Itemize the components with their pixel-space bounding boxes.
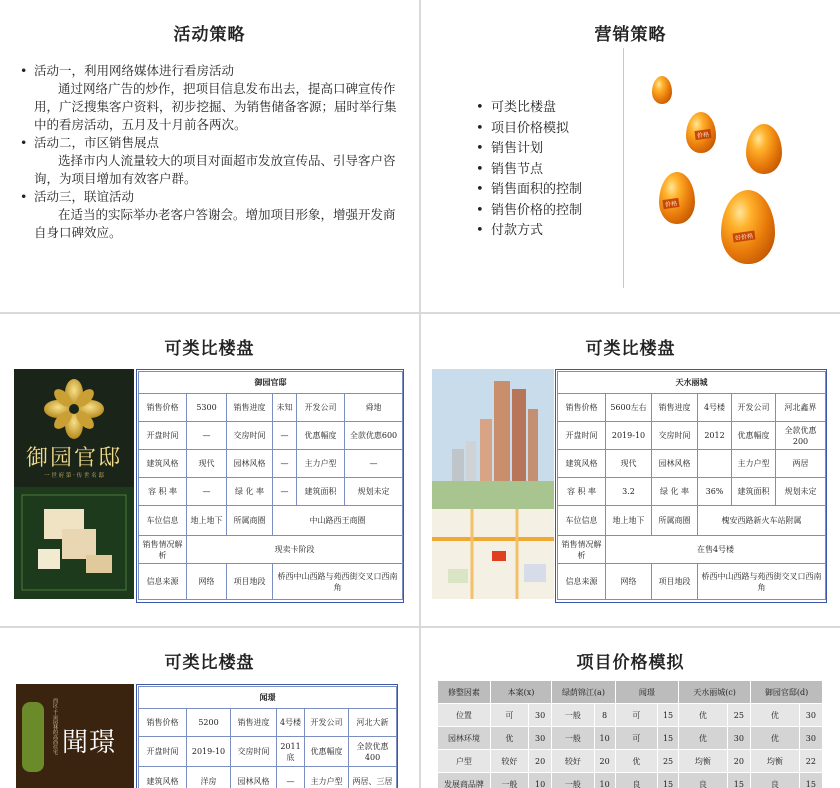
table-cell: 绿 化 率 bbox=[652, 478, 698, 506]
activity-1-body: 通过网络广告的炒作，把项目信息发布出去，提高口碑宣传作用，广泛搜集客户资料，初步挖掘、为销售储备客源；届时举行集中的看房活动，五月及十月前各两次。 bbox=[34, 81, 397, 132]
project-name: 闻璟 bbox=[139, 687, 397, 709]
table-cell: 建筑风格 bbox=[558, 450, 606, 478]
table-cell: 所属商圈 bbox=[227, 506, 273, 536]
table-cell: 30 bbox=[528, 727, 551, 750]
table-cell: 桥西中山西路与苑西街交叉口西南角 bbox=[698, 564, 826, 600]
table-cell: 本案(x) bbox=[490, 681, 551, 704]
table-cell: 2011底 bbox=[277, 737, 305, 767]
table-cell: — bbox=[187, 422, 227, 450]
table-cell: — bbox=[273, 478, 297, 506]
slide-title: 可类比楼盘 bbox=[164, 339, 255, 359]
project-slogan: 一 世 府 第 · 传 世 名 邸 bbox=[44, 473, 104, 479]
table-cell: 现卖卡阶段 bbox=[187, 536, 403, 564]
table-cell: 4号楼 bbox=[698, 394, 732, 422]
table-cell: 可 bbox=[615, 704, 657, 727]
table-cell: 优 bbox=[751, 727, 800, 750]
table-cell: 修整因素 bbox=[438, 681, 491, 704]
table-cell: 10 bbox=[528, 773, 551, 788]
table-cell: 良 bbox=[615, 773, 657, 788]
table-cell: 25 bbox=[657, 750, 678, 773]
table-cell: 优 bbox=[679, 704, 728, 727]
slide-title: 活动策略 bbox=[173, 25, 246, 45]
table-cell: 园林风格 bbox=[652, 450, 698, 478]
table-cell: 开发公司 bbox=[297, 394, 345, 422]
activity-2-body: 选择市内人流量较大的项目对面超市发放宣传品、引导客户咨询，为项目增加有效客户群。 bbox=[34, 153, 396, 186]
table-cell: 22 bbox=[799, 750, 822, 773]
project-info-table bbox=[138, 371, 403, 600]
table-cell: 15 bbox=[799, 773, 822, 788]
table-cell: 均衡 bbox=[751, 750, 800, 773]
table-cell: 地上地下 bbox=[606, 506, 652, 536]
table-cell: 开盘时间 bbox=[558, 422, 606, 450]
table-cell: 绿 化 率 bbox=[227, 478, 273, 506]
table-cell: 20 bbox=[727, 750, 750, 773]
marketing-item: • 销售面积的控制 bbox=[476, 180, 582, 201]
table-cell: 现代 bbox=[606, 450, 652, 478]
table-cell: 8 bbox=[594, 704, 615, 727]
lotus-logo-icon bbox=[14, 369, 134, 599]
table-cell: 15 bbox=[727, 773, 750, 788]
table-cell: 信息来源 bbox=[139, 564, 187, 600]
table-cell: — bbox=[277, 767, 305, 788]
table-cell: 5600左右 bbox=[606, 394, 652, 422]
table-cell: 较好 bbox=[490, 750, 528, 773]
marketing-item: • 销售计划 bbox=[476, 139, 582, 160]
table-cell: 10 bbox=[594, 773, 615, 788]
table-cell: 2012 bbox=[698, 422, 732, 450]
table-cell: 均衡 bbox=[679, 750, 728, 773]
table-cell: 可 bbox=[490, 704, 528, 727]
table-cell: 网络 bbox=[606, 564, 652, 600]
table-cell: 4号楼 bbox=[277, 709, 305, 737]
table-cell: 两居、三居 bbox=[349, 767, 397, 788]
text: 好价格 bbox=[732, 231, 755, 243]
table-cell: 绿荫锦江(a) bbox=[552, 681, 615, 704]
marketing-item: • 可类比楼盘 bbox=[476, 98, 582, 119]
table-cell: 15 bbox=[657, 727, 678, 750]
table-cell: 36% bbox=[698, 478, 732, 506]
table-cell: 良 bbox=[679, 773, 728, 788]
table-cell: 优 bbox=[679, 727, 728, 750]
table-cell: 2019-10 bbox=[187, 737, 231, 767]
marketing-item: • 销售节点 bbox=[476, 160, 582, 181]
table-cell: 主力户型 bbox=[297, 450, 345, 478]
table-cell: 车位信息 bbox=[558, 506, 606, 536]
table-cell: 项目地段 bbox=[227, 564, 273, 600]
table-cell: 销售进度 bbox=[231, 709, 277, 737]
table-cell: 在售4号楼 bbox=[606, 536, 826, 564]
table-cell: 15 bbox=[657, 773, 678, 788]
marketing-item: • 项目价格模拟 bbox=[476, 119, 582, 140]
table-cell: 销售情况解析 bbox=[558, 536, 606, 564]
table-cell: 销售情况解析 bbox=[139, 536, 187, 564]
building-map-illustration bbox=[432, 369, 554, 599]
slide-activity-strategy[interactable] bbox=[0, 0, 419, 312]
table-cell: 两居 bbox=[776, 450, 826, 478]
table-cell: 30 bbox=[799, 727, 822, 750]
table-cell: 开发公司 bbox=[305, 709, 349, 737]
golden-egg-image bbox=[721, 190, 775, 264]
table-cell bbox=[698, 450, 732, 478]
project-name: 天水丽城 bbox=[558, 372, 826, 394]
slide-title: 营销策略 bbox=[594, 25, 667, 45]
table-cell: 发展商品牌 bbox=[438, 773, 491, 788]
project-info-table bbox=[557, 371, 826, 600]
project-logo-text: 聞璟 bbox=[62, 728, 117, 758]
project-slogan: 西区·千亩园林的高尚住宅 bbox=[52, 698, 58, 755]
table-cell: 全款优惠600 bbox=[345, 422, 403, 450]
table-cell: 中山路西王商圈 bbox=[273, 506, 403, 536]
table-cell: 交房时间 bbox=[227, 422, 273, 450]
table-cell: 2019-10 bbox=[606, 422, 652, 450]
project-brochure-image bbox=[16, 684, 134, 788]
table-cell: 建筑面积 bbox=[732, 478, 776, 506]
table-cell: 建筑面积 bbox=[297, 478, 345, 506]
table-cell: 优 bbox=[490, 727, 528, 750]
table-cell: 5200 bbox=[187, 709, 231, 737]
table-cell: 建筑风格 bbox=[139, 767, 187, 788]
slide-comparable-tianshui[interactable] bbox=[421, 314, 840, 626]
table-cell: 优惠幅度 bbox=[305, 737, 349, 767]
table-cell: 优 bbox=[751, 704, 800, 727]
project-rendering-image bbox=[432, 369, 554, 599]
table-cell: 闻璟 bbox=[615, 681, 678, 704]
table-cell: 良 bbox=[751, 773, 800, 788]
table-cell: 规划未定 bbox=[345, 478, 403, 506]
table-cell: 开发公司 bbox=[732, 394, 776, 422]
table-cell: 地上地下 bbox=[187, 506, 227, 536]
table-cell: 洋房 bbox=[187, 767, 231, 788]
table-cell: 建筑风格 bbox=[139, 450, 187, 478]
table-cell: — bbox=[273, 422, 297, 450]
table-cell: 主力户型 bbox=[732, 450, 776, 478]
table-cell: 河北鑫界 bbox=[776, 394, 826, 422]
table-cell: 槐安西路新火车站附属 bbox=[698, 506, 826, 536]
golden-egg-image bbox=[659, 172, 695, 224]
table-cell: 舜地 bbox=[345, 394, 403, 422]
table-cell: 销售价格 bbox=[139, 709, 187, 737]
table-cell: 一般 bbox=[490, 773, 528, 788]
table-cell: 园林风格 bbox=[231, 767, 277, 788]
text: 价格 bbox=[694, 129, 711, 140]
table-cell: 销售进度 bbox=[652, 394, 698, 422]
table-cell: 3.2 bbox=[606, 478, 652, 506]
slide-price-simulation[interactable] bbox=[421, 628, 840, 788]
table-cell: 全款优惠200 bbox=[776, 422, 826, 450]
table-cell: 一般 bbox=[552, 727, 594, 750]
table-cell: 20 bbox=[594, 750, 615, 773]
table-cell: 所属商圈 bbox=[652, 506, 698, 536]
golden-egg-image bbox=[652, 76, 672, 104]
table-cell: — bbox=[273, 450, 297, 478]
table-cell: 桥西中山西路与苑西街交叉口西南角 bbox=[273, 564, 403, 600]
table-cell: 未知 bbox=[273, 394, 297, 422]
table-cell: 项目地段 bbox=[652, 564, 698, 600]
table-cell: 交房时间 bbox=[231, 737, 277, 767]
table-cell: — bbox=[187, 478, 227, 506]
slide-title: 可类比楼盘 bbox=[164, 653, 255, 673]
table-cell: 位置 bbox=[438, 704, 491, 727]
table-cell: 30 bbox=[799, 704, 822, 727]
activity-2-head: • 活动二，市区销售展点 bbox=[20, 134, 405, 152]
activity-1-head: • 活动一，利用网络媒体进行看房活动 bbox=[20, 62, 405, 80]
activity-list bbox=[20, 62, 405, 242]
slide-marketing-strategy[interactable] bbox=[421, 0, 840, 312]
table-cell: 可 bbox=[615, 727, 657, 750]
table-cell: 开盘时间 bbox=[139, 737, 187, 767]
table-cell: 规划未定 bbox=[776, 478, 826, 506]
table-cell: 10 bbox=[594, 727, 615, 750]
table-cell: 一般 bbox=[552, 704, 594, 727]
price-factor-table bbox=[437, 680, 823, 788]
table-cell: 开盘时间 bbox=[139, 422, 187, 450]
slide-comparable-yuyuan[interactable] bbox=[0, 314, 419, 626]
table-cell: — bbox=[345, 450, 403, 478]
table-cell: 30 bbox=[528, 704, 551, 727]
table-cell: 现代 bbox=[187, 450, 227, 478]
divider-line bbox=[623, 48, 624, 288]
table-cell: 园林环境 bbox=[438, 727, 491, 750]
table-cell: 户型 bbox=[438, 750, 491, 773]
slide-title: 可类比楼盘 bbox=[585, 339, 676, 359]
table-cell: 全款优惠400 bbox=[349, 737, 397, 767]
table-cell: 一般 bbox=[552, 773, 594, 788]
project-brochure-image bbox=[14, 369, 134, 599]
table-cell: 15 bbox=[657, 704, 678, 727]
table-cell: 网络 bbox=[187, 564, 227, 600]
text: 价格 bbox=[662, 198, 679, 209]
table-cell: 交房时间 bbox=[652, 422, 698, 450]
activity-3-head: • 活动三，联谊活动 bbox=[20, 188, 405, 206]
table-cell: 容 积 率 bbox=[139, 478, 187, 506]
table-cell: 销售价格 bbox=[139, 394, 187, 422]
table-cell: 容 积 率 bbox=[558, 478, 606, 506]
table-cell: 销售价格 bbox=[558, 394, 606, 422]
slide-comparable-wenjing[interactable] bbox=[0, 628, 419, 788]
project-info-table bbox=[138, 686, 397, 788]
table-cell: 优 bbox=[615, 750, 657, 773]
marketing-list bbox=[476, 98, 582, 242]
table-cell: 25 bbox=[727, 704, 750, 727]
project-logo-text: 御园官邸 bbox=[25, 446, 122, 471]
golden-egg-image bbox=[686, 112, 716, 153]
table-cell: 优惠幅度 bbox=[732, 422, 776, 450]
golden-egg-image bbox=[746, 124, 782, 174]
leaf-icon bbox=[22, 702, 44, 772]
table-cell: 主力户型 bbox=[305, 767, 349, 788]
table-cell: 30 bbox=[727, 727, 750, 750]
table-cell: 园林风格 bbox=[227, 450, 273, 478]
table-cell: 御园官邸(d) bbox=[751, 681, 823, 704]
table-cell: 优惠幅度 bbox=[297, 422, 345, 450]
project-name: 御园官邸 bbox=[139, 372, 403, 394]
table-cell: 销售进度 bbox=[227, 394, 273, 422]
table-cell: 较好 bbox=[552, 750, 594, 773]
marketing-item: • 付款方式 bbox=[476, 221, 582, 242]
activity-3-body: 在适当的实际举办老客户答谢会。增加项目形象，增强开发商自身口碑效应。 bbox=[34, 207, 396, 240]
table-cell: 天水丽城(c) bbox=[679, 681, 751, 704]
table-cell: 5300 bbox=[187, 394, 227, 422]
marketing-item: • 销售价格的控制 bbox=[476, 201, 582, 222]
table-cell: 信息来源 bbox=[558, 564, 606, 600]
table-cell: 河北大新 bbox=[349, 709, 397, 737]
table-cell: 20 bbox=[528, 750, 551, 773]
slide-title: 项目价格模拟 bbox=[576, 653, 685, 673]
table-cell: 车位信息 bbox=[139, 506, 187, 536]
